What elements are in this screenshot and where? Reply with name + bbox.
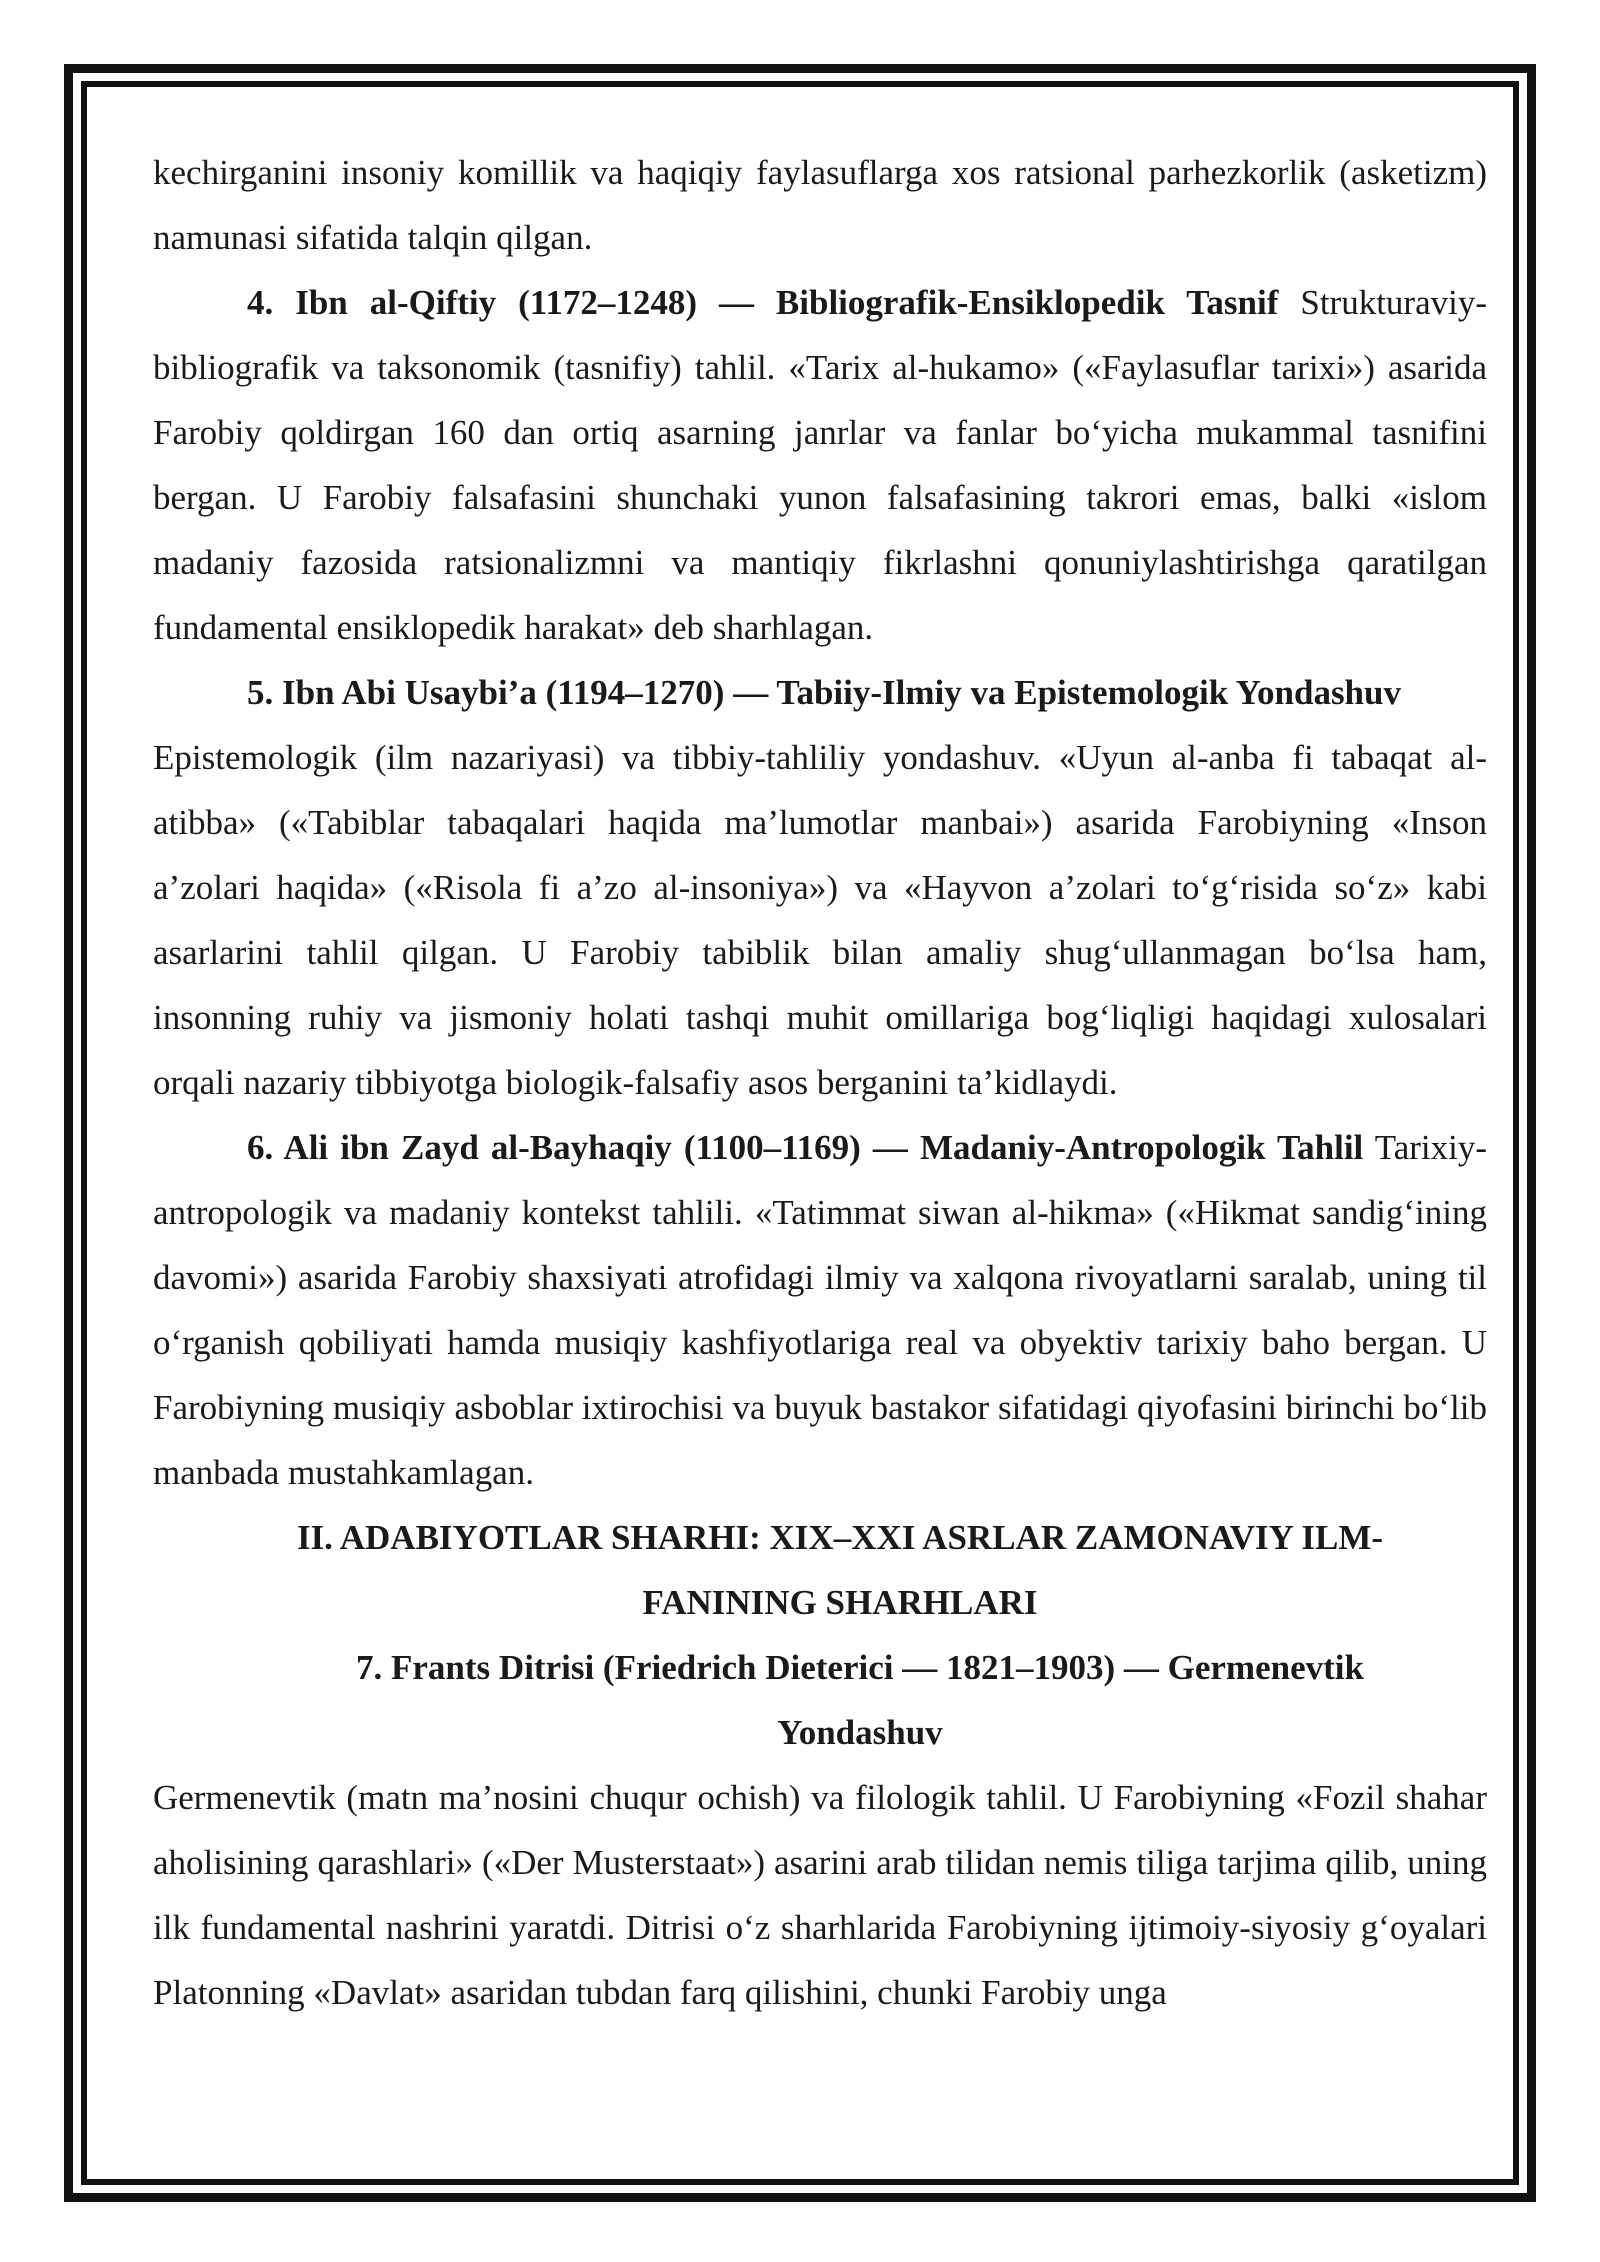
paragraph-ibn-al-qiftiy: [153, 270, 1487, 660]
heading-ibn-abi-usaybia: [153, 660, 1487, 725]
paragraph-continuation: kechirganini insoniy komillik va haqiqiy faylasuflarga xos ratsional parhezkorlik (asketizm) namunasi sifatida talqin qilgan.: [153, 153, 1487, 257]
paragraph-ibn-abi-usaybia: Epistemologik (ilm nazariyasi) va tibbiy-tahliliy yondashuv. «Uyun al-anba fi tabaqat al-atibba» («Tabiblar tabaqalari haqida ma’lumotlar manbai») asarida Farobiyning «Inson a’zolari haqida» («Risola fi a’zo al-insoniya») va «Hayvon a’zolari to‘g‘risida so‘z» kabi asarlarini tahlil qilgan. U Farobiy tabiblik bilan amaliy shug‘ullanmagan bo‘lsa ham, insonning ruhiy va jismoniy holati tashqi muhit omillariga bog‘liqligi haqidagi xulosalari orqali nazariy tibbiyotga biologik-falsafiy asos berganini ta’kidlaydi.: [153, 738, 1487, 1102]
subheading-ditrisi-line-2: Yondashuv: [777, 1713, 943, 1752]
section-heading-line-1: II. ADABIYOTLAR SHARHI: XIX–XXI ASRLAR ZAMONAVIY ILM-: [296, 1518, 1384, 1557]
subheading-ditrisi-line-1: 7. Frants Ditrisi (Friedrich Dieterici — 1821–1903) — Germenevtik: [356, 1648, 1364, 1687]
paragraph-al-bayhaqiy: [153, 1115, 1487, 1505]
document-body: [153, 140, 1487, 2025]
paragraph-heading: 6. Ali ibn Zayd al-Bayhaqiy (1100–1169) — Madaniy-Antropologik Tahlil: [247, 1128, 1364, 1167]
paragraph-ditrisi: Germenevtik (matn ma’nosini chuqur ochish) va filologik tahlil. U Farobiyning «Fozil shahar aholisining qarashlari» («Der Musterstaat») asarini arab tilidan nemis tiliga tarjima qilib, uning ilk fundamental nashrini yaratdi. Ditrisi o‘z sharhlarida Farobiyning ijtimoiy-siyosiy g‘oyalari Platonning «Davlat» asaridan tubdan farq qilishini, chunki Farobiy unga: [153, 1778, 1487, 2012]
paragraph-heading: 4. Ibn al-Qiftiy (1172–1248) — Bibliografik-Ensiklopedik Tasnif: [247, 283, 1279, 322]
paragraph-text: Strukturaviy-bibliografik va taksonomik (tasnifiy) tahlil. «Tarix al-hukamo» («Faylasuflar tarixi») asarida Farobiy qoldirgan 160 dan ortiq asarning janrlar va fanlar bo‘yicha mukammal tasnifini bergan. U Farobiy falsafasini shunchaki yunon falsafasining takrori emas, balki «islom madaniy fazosida ratsionalizmni va mantiqiy fikrlashni qonuniylashtirishga qaratilgan fundamental ensiklopedik harakat» deb sharhlagan.: [153, 283, 1488, 647]
section-heading-line-2: FANINING SHARHLARI: [642, 1583, 1038, 1622]
paragraph-heading: 5. Ibn Abi Usaybi’a (1194–1270) — Tabiiy-Ilmiy va Epistemologik Yondashuv: [247, 673, 1401, 712]
paragraph-text: Tarixiy-antropologik va madaniy kontekst tahlili. «Tatimmat siwan al-hikma» («Hikmat sandig‘ining davomi») asarida Farobiy shaxsiyati atrofidagi ilmiy va xalqona rivoyatlarni saralab, uning til o‘rganish qobiliyati hamda musiqiy kashfiyotlariga real va obyektiv tarixiy baho bergan. U Farobiyning musiqiy asboblar ixtirochisi va buyuk bastakor sifatidagi qiyofasini birinchi bo‘lib manbada mustahkamlagan.: [153, 1128, 1487, 1492]
